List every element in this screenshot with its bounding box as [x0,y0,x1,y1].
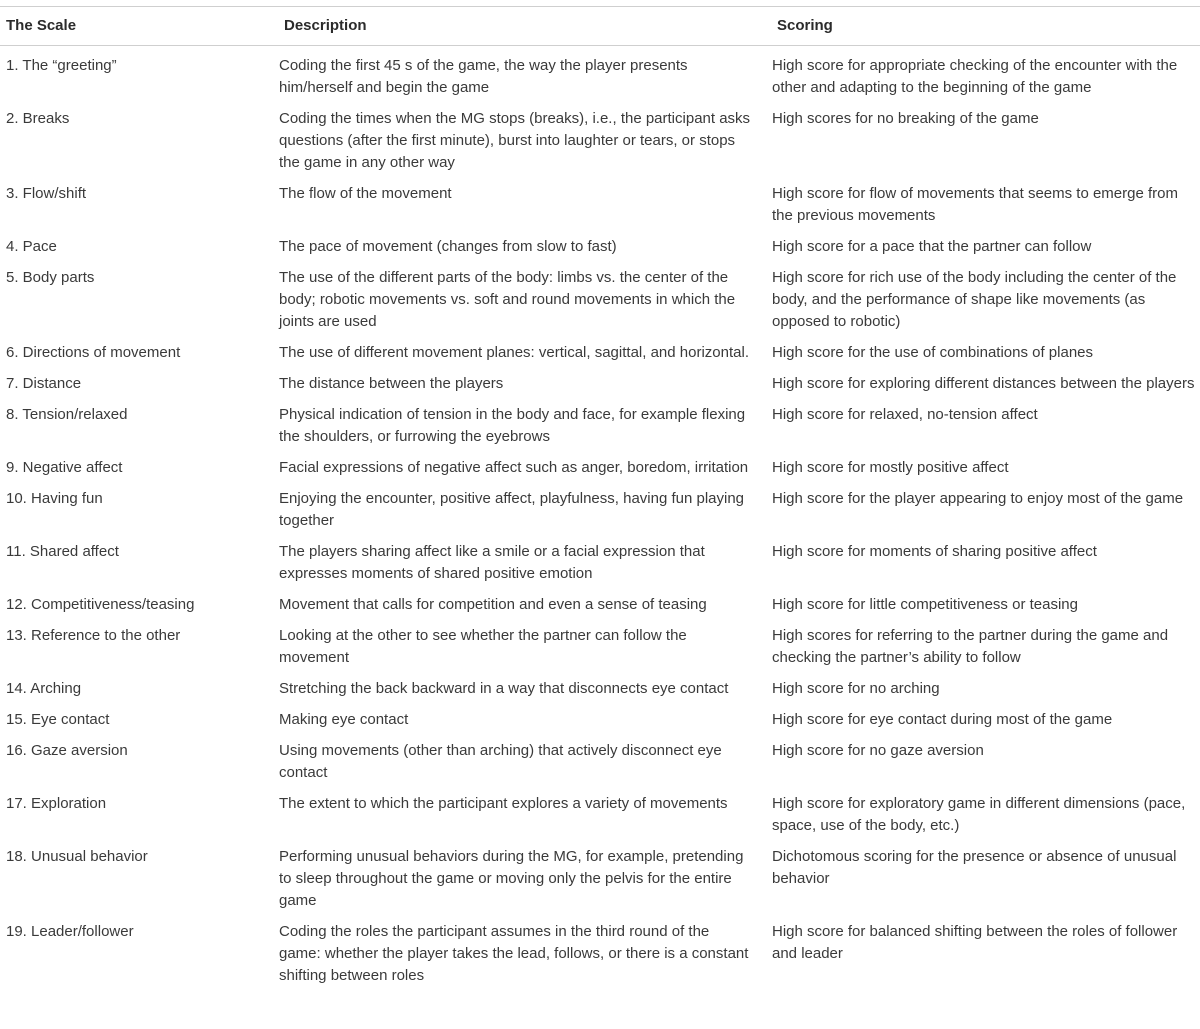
table-row [0,400,1200,453]
header-row [0,7,1200,46]
cell-scale: 15. Eye contact [6,711,110,728]
table-body [0,46,1200,990]
cell-scoring: High score for eye contact during most of the game [772,711,1113,728]
cell-description: Enjoying the encounter, positive affect, playfulness, having fun playing together [279,490,745,529]
cell-scale: 14. Arching [6,680,82,697]
cell-scale: 6. Directions of movement [6,344,181,361]
cell-description: Making eye contact [279,711,409,728]
cell-scoring: Dichotomous scoring for the presence or absence of unusual behavior [772,848,1177,887]
cell-scoring: High score for flow of movements that seems to emerge from the previous movements [772,185,1178,224]
table-header [0,7,1200,46]
cell-scale: 16. Gaze aversion [6,742,128,759]
cell-scoring: High scores for referring to the partner during the game and checking the partner’s ability to follow [772,627,1169,666]
header-scoring: Scoring [777,17,833,34]
table-row [0,789,1200,842]
cell-scoring: High score for a pace that the partner can follow [772,238,1092,255]
cell-description: Using movements (other than arching) that actively disconnect eye contact [279,742,722,781]
table-row [0,537,1200,590]
cell-scale: 7. Distance [6,375,82,392]
cell-description: Coding the times when the MG stops (breaks), i.e., the participant asks questions (after the first minute), burst into laughter or tears, or stops the game in any other way [279,110,751,171]
table-row [0,263,1200,338]
cell-scale: 19. Leader/follower [6,923,134,940]
cell-description: The distance between the players [279,375,504,392]
cell-scoring: High score for no arching [772,680,940,697]
table-row [0,917,1200,989]
table-row [0,705,1200,736]
table-row [0,674,1200,705]
cell-scoring: High score for moments of sharing positive affect [772,543,1097,560]
cell-scale: 17. Exploration [6,795,107,812]
cell-scale: 3. Flow/shift [6,185,87,202]
cell-scoring: High score for no gaze aversion [772,742,984,759]
cell-description: The players sharing affect like a smile or a facial expression that expresses moments of shared positive emotion [279,543,705,582]
cell-description: The use of the different parts of the body: limbs vs. the center of the body; robotic movements vs. soft and round movements in which the joints are used [279,269,736,330]
table-row [0,179,1200,232]
cell-scale: 18. Unusual behavior [6,848,148,865]
table-row [0,842,1200,917]
cell-scoring: High score for relaxed, no-tension affect [772,406,1038,423]
cell-scale: 5. Body parts [6,269,95,286]
table-row [0,590,1200,621]
cell-scale: 2. Breaks [6,110,70,127]
cell-scale: 4. Pace [6,238,57,255]
header-scale: The Scale [6,17,77,34]
table-row [0,484,1200,537]
table-row [0,369,1200,400]
table-row [0,104,1200,179]
cell-description: The pace of movement (changes from slow to fast) [279,238,617,255]
cell-description: The flow of the movement [279,185,452,202]
scale-table [0,6,1200,989]
table-row [0,46,1200,105]
cell-description: The extent to which the participant explores a variety of movements [279,795,728,812]
cell-scale: 9. Negative affect [6,459,123,476]
cell-scale: 13. Reference to the other [6,627,181,644]
cell-description: Coding the first 45 s of the game, the way the player presents him/herself and begin the game [279,57,688,96]
cell-scoring: High score for mostly positive affect [772,459,1009,476]
table-row [0,453,1200,484]
cell-description: Movement that calls for competition and even a sense of teasing [279,596,707,613]
cell-scoring: High score for exploring different distances between the players [772,375,1195,392]
cell-description: Stretching the back backward in a way that disconnects eye contact [279,680,729,697]
cell-description: Looking at the other to see whether the partner can follow the movement [279,627,687,666]
table-row [0,232,1200,263]
cell-scoring: High score for rich use of the body including the center of the body, and the performance of shape like movements (as opposed to robotic) [772,269,1177,330]
cell-scale: 12. Competitiveness/teasing [6,596,195,613]
header-description: Description [284,17,367,34]
cell-description: Physical indication of tension in the body and face, for example flexing the shoulders, or furrowing the eyebrows [279,406,746,445]
cell-scoring: High scores for no breaking of the game [772,110,1039,127]
cell-scoring: High score for exploratory game in different dimensions (pace, space, use of the body, etc.) [772,795,1186,834]
table-row [0,338,1200,369]
table-row [0,736,1200,789]
cell-scoring: High score for little competitiveness or teasing [772,596,1078,613]
table-row [0,621,1200,674]
cell-scoring: High score for the use of combinations of planes [772,344,1094,361]
cell-scale: 1. The “greeting” [6,57,117,74]
cell-scale: 11. Shared affect [6,543,119,560]
cell-description: Coding the roles the participant assumes in the third round of the game: whether the player takes the lead, follows, or there is a constant shifting between roles [279,923,749,984]
cell-scale: 8. Tension/relaxed [6,406,128,423]
cell-scale: 10. Having fun [6,490,103,507]
cell-description: The use of different movement planes: vertical, sagittal, and horizontal. [279,344,749,361]
cell-scoring: High score for the player appearing to enjoy most of the game [772,490,1184,507]
cell-description: Facial expressions of negative affect such as anger, boredom, irritation [279,459,749,476]
cell-scoring: High score for appropriate checking of the encounter with the other and adapting to the beginning of the game [772,57,1178,96]
cell-scoring: High score for balanced shifting between the roles of follower and leader [772,923,1178,962]
cell-description: Performing unusual behaviors during the MG, for example, pretending to sleep throughout the game or moving only the pelvis for the entire game [279,848,744,909]
